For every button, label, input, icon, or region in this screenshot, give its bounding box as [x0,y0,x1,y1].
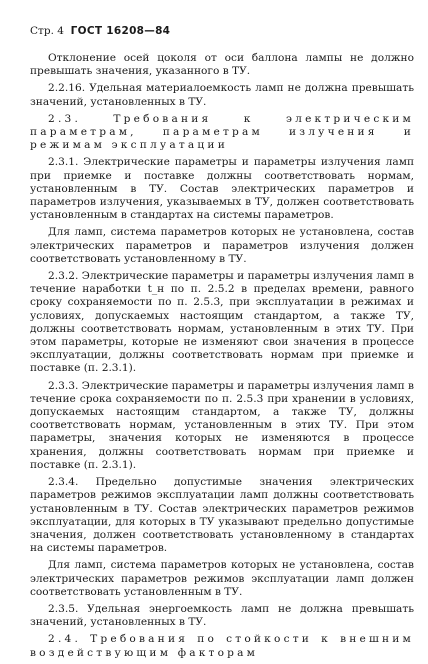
page-header [30,24,414,38]
paragraph-2-2-16: 2.2.16. Удельная материалоемкость ламп не должна превышать значений, установленных в ТУ. [30,82,414,108]
paragraph-intro: Отклонение осей цоколя от оси баллона лампы не должно превышать значения, указанного в ТУ. [30,52,414,78]
page-number: Стр. 4 [30,25,64,37]
paragraph-2-3-3: 2.3.3. Электрические параметры и параметры излучения ламп в течение срока сохраняемости по п. 2.5.3 при хранении в условиях, допускаемых настоящим стандартом, а также ТУ, должны соответствовать нормам, установленным в этих ТУ. При этом параметры, значения которых не изменяются в процессе хранения, должны соответствовать нормам при приемке и поставке (п. 2.3.1). [30,379,414,471]
section-heading-2-3: 2.3. Требования к электрическим параметрам, параметрам излучения и режимам эксплуатации [30,112,414,152]
paragraph-2-3-2: 2.3.2. Электрические параметры и параметры излучения ламп в течение наработки t_н по п. 2.5.2 в пределах времени, равного сроку сохраняемости по п. 2.5.3, при эксплуатации в режимах и условиях, допускаемых настоящим стандартом, а также ТУ, должны соответствовать нормам, установленным в этих ТУ. При этом параметры, которые не изменяют свои значения в процессе эксплуатации, должны соответствовать нормам при приемке и поставке (п. 2.3.1). [30,270,414,375]
paragraph-2-3-5: 2.3.5. Удельная энергоемкость ламп не должна превышать значений, установленных в ТУ. [30,602,414,629]
standard-designation: ГОСТ 16208—84 [70,25,171,37]
paragraph-2-3-1-note: Для ламп, система параметров которых не установлена, состав электрических параметров и параметров излучения должен соответствовать установленному в ТУ. [30,226,414,265]
document-page [30,24,414,664]
section-heading-2-4: 2.4. Требования по стойкости к внешним воздействующим факторам [30,633,414,659]
paragraph-2-3-4: 2.3.4. Предельно допустимые значения электрических параметров режимов эксплуатации ламп должны соответствовать установленным в ТУ. Состав электрических параметров режимов эксплуатации, для которых в ТУ указывают предельно допустимые значения, должен соответствовать установленному в стандартах на системы параметров. [30,476,414,555]
paragraph-2-3-1: 2.3.1. Электрические параметры и параметры излучения ламп при приемке и поставке должны соответствовать нормам, установленным в ТУ. Состав электрических параметров и параметров излучения, указываемых в ТУ, должен соответствовать установленным в стандартах на системы параметров. [30,156,414,222]
paragraph-2-3-4-note: Для ламп, система параметров которых не установлена, состав электрических параметров режимов эксплуатации ламп должен соответствовать установленным в ТУ. [30,559,414,598]
